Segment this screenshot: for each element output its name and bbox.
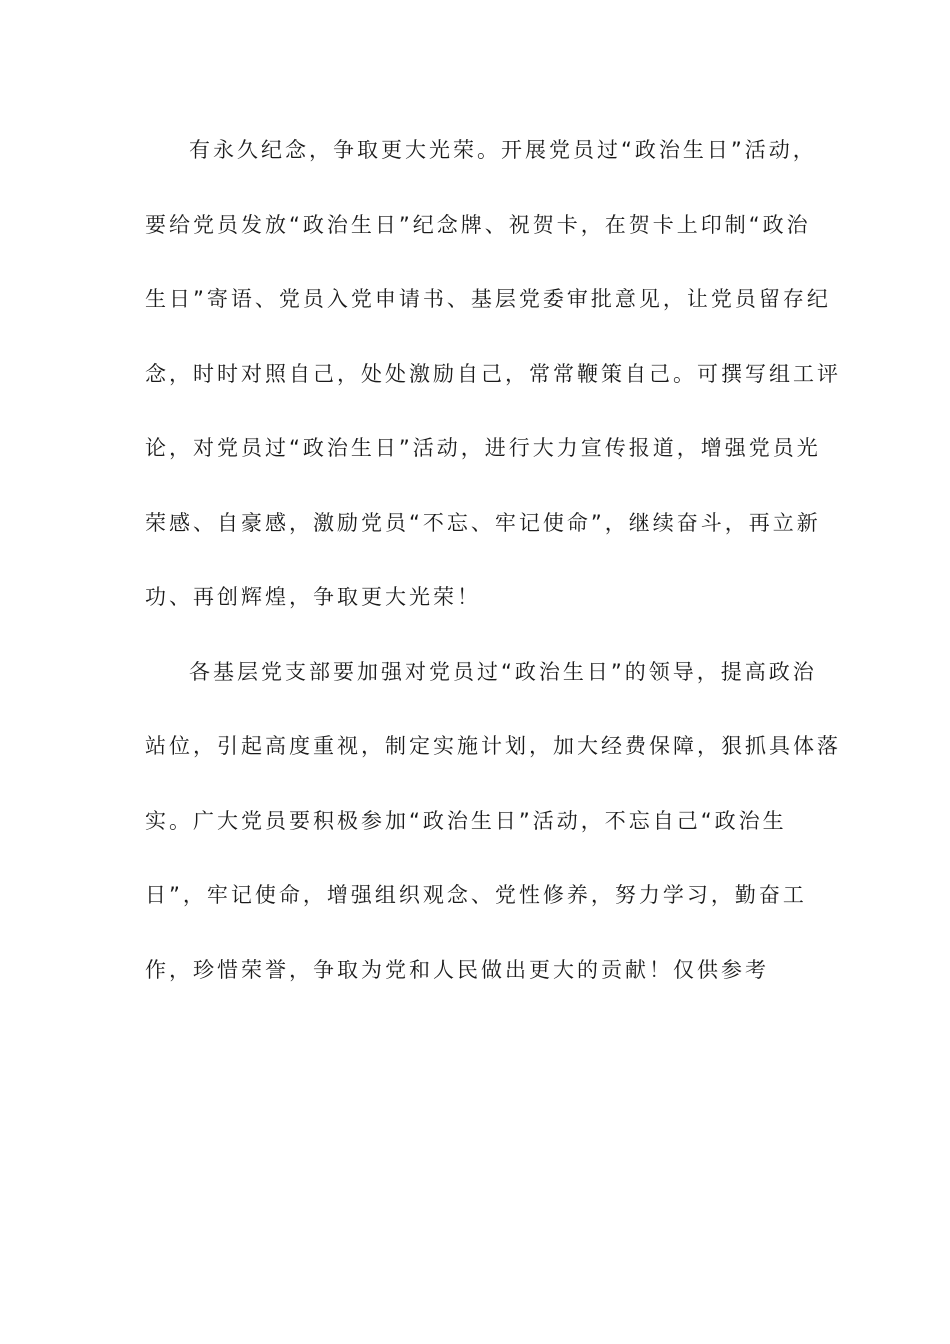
document-body [145, 132, 841, 1026]
paragraph-line: 念，时时对照自己，处处激励自己，常常鞭策自己。可撰写组工评 [145, 361, 841, 386]
paragraph-line: 论，对党员过“政治生日”活动，进行大力宣传报道，增强党员光 [145, 436, 821, 460]
paragraph-line: 生日”寄语、党员入党申请书、基层党委审批意见，让党员留存纪 [145, 287, 831, 311]
paragraph-line: 日”，牢记使命，增强组织观念、党性修养，努力学习，勤奋工 [145, 883, 807, 907]
paragraph-line: 站位，引起高度重视，制定实施计划，加大经费保障，狠抓具体落 [145, 734, 841, 758]
paragraph-line: 实。广大党员要积极参加“政治生日”活动，不忘自己“政治生 [145, 808, 787, 833]
paragraph-line: 各基层党支部要加强对党员过“政治生日”的领导，提高政治 [189, 659, 817, 684]
paragraph-line: 功、再创辉煌，争取更大光荣！ [145, 585, 481, 609]
paragraph-line: 有永久纪念，争取更大光荣。开展党员过“政治生日”活动， [189, 138, 817, 162]
paragraph-line: 要给党员发放“政治生日”纪念牌、祝贺卡，在贺卡上印制“政治 [145, 212, 811, 237]
paragraph-line: 荣感、自豪感，激励党员“不忘、牢记使命”，继续奋斗，再立新 [145, 510, 821, 535]
paragraph-line: 作，珍惜荣誉，争取为党和人民做出更大的贡献！仅供参考 [145, 957, 769, 982]
